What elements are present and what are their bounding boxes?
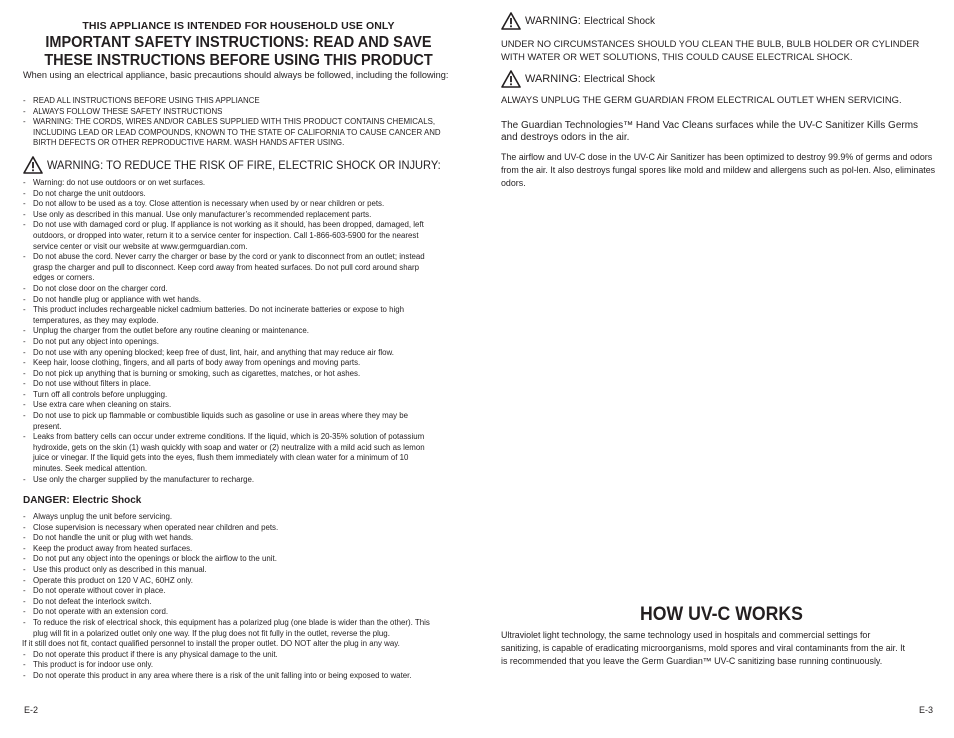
list-item: - Do not handle plug or appliance with wet hands.	[23, 295, 435, 306]
list-item: - Close supervision is necessary when operated near children and pets.	[23, 523, 439, 534]
list-item: - Keep hair, loose clothing, fingers, and all parts of body away from openings and moving parts.	[23, 358, 435, 369]
how-uvc-works-title: HOW UV-C WORKS	[640, 604, 803, 625]
warning-1-text: UNDER NO CIRCUMSTANCES SHOULD YOU CLEAN THE BULB, BULB HOLDER OR CYLINDER WITH WATER OR WET SOLUTIONS, THIS COULD CAUSE ELECTRICAL SHOCK.	[501, 38, 920, 62]
list-item: - Do not use with damaged cord or plug. If appliance is not working as it should, has been dropped, damaged, left outdoors, or dropped into water, return it to a service center for inspection. Call 1-866-603-5900 for the nearest service center or visit our website at www.germguardian.com.	[23, 220, 435, 252]
page-number: E-2	[24, 705, 39, 715]
main-title-line-1: IMPORTANT SAFETY INSTRUCTIONS: READ AND SAVE	[45, 34, 432, 51]
list-item: - Do not abuse the cord. Never carry the charger or base by the cord or yank to disconnect from an outlet; instead grasp the charger and pull to disconnect. Keep cord away from heated surfaces. Do not pull cord around sharp edges or corners.	[23, 252, 435, 284]
page-number: E-3	[919, 705, 934, 715]
list-item: - Do not use with any opening blocked; keep free of dust, lint, hair, and anything that may reduce air flow.	[23, 348, 435, 359]
danger-list	[23, 512, 439, 682]
danger-heading: DANGER: Electric Shock	[23, 495, 142, 506]
list-item: - Do not operate without cover in place.	[23, 586, 439, 597]
warning-triangle-icon	[501, 70, 521, 88]
warning-triangle-icon	[23, 156, 43, 174]
fire-warning-header	[23, 156, 463, 174]
list-item: - Use this product only as described in this manual.	[23, 565, 439, 576]
list-item: - Do not put any object into openings.	[23, 337, 435, 348]
warning-label: WARNING:	[525, 73, 581, 85]
list-item: - To reduce the risk of electrical shock, this equipment has a polarized plug (one blade is wider than the other). This plug will fit in a polarized outlet only one way. If the plug does not fit fully in the outlet, reverse the plug.	[23, 618, 439, 639]
list-item: - Always unplug the unit before servicing.	[23, 512, 439, 523]
list-item: - Turn off all controls before unplugging.	[23, 390, 435, 401]
warning-label: WARNING:	[525, 15, 581, 27]
list-item: - This product includes rechargeable nickel cadmium batteries. Do not incinerate batteries or expose to high temperatures, as they may explode.	[23, 305, 435, 326]
guardian-body: The airflow and UV-C dose in the UV-C Air Sanitizer has been optimized to destroy 99.9% of germs and odors from the air. It also destroys fungal spores like mold and mildew and allergens such as pol-len. Also, eliminates odors.	[501, 152, 936, 188]
list-item: - Do not operate this product in any area where there is a risk of the unit falling into or being exposed to water.	[23, 671, 439, 682]
list-item: - Unplug the charger from the outlet before any routine cleaning or maintenance.	[23, 326, 435, 337]
list-item: If it still does not fit, contact qualified personnel to install the proper outlet. DO NOT alter the plug in any way.	[22, 639, 400, 649]
list-item: - Leaks from battery cells can occur under extreme conditions. If the liquid, which is 20-35% solution of potassium hydroxide, gets on the skin (1) wash quickly with soap and water or (2) neutralize with a mild acid such as lemon juice or vinegar. If the liquid gets into the eyes, flush them immediately with clean water for a minimum of 10 minutes. Seek medical attention.	[23, 432, 435, 474]
list-item: - Do not pick up anything that is burning or smoking, such as cigarettes, matches, or hot ashes.	[23, 369, 435, 380]
fire-warning-heading: WARNING: TO REDUCE THE RISK OF FIRE, ELECTRIC SHOCK OR INJURY:	[47, 158, 441, 172]
list-item: - Do not charge the unit outdoors.	[23, 189, 435, 200]
electrical-shock-warning-2	[501, 70, 655, 88]
warning-triangle-icon	[501, 12, 521, 30]
list-item: - Warning: do not use outdoors or on wet surfaces.	[23, 178, 435, 189]
list-item: - ALWAYS FOLLOW THESE SAFETY INSTRUCTIONS	[23, 107, 455, 118]
list-item: - This product is for indoor use only.	[23, 660, 439, 671]
list-item: - Do not handle the unit or plug with wet hands.	[23, 533, 439, 544]
right-page	[477, 0, 954, 738]
list-item: - Do not operate this product if there is any physical damage to the unit.	[23, 650, 439, 661]
list-item: - Do not use to pick up flammable or combustible liquids such as gasoline or use in areas where they may be present.	[23, 411, 435, 432]
electrical-shock-warning-1	[501, 12, 655, 30]
fire-warning-list	[23, 178, 435, 485]
general-instructions-list	[23, 96, 455, 149]
how-uvc-works-body: Ultraviolet light technology, the same technology used in hospitals and commercial settings for sanitizing, is capable of eradicating microorganisms, mold spores and viral contaminants from the air. It is recommended that you leave the Germ Guardian™ UV-C sanitizing base running continuously.	[501, 630, 905, 666]
list-item: - Use extra care when cleaning on stairs.	[23, 400, 435, 411]
warning-heading	[525, 15, 655, 27]
warning-type: Electrical Shock	[583, 16, 656, 27]
warning-type: Electrical Shock	[583, 74, 656, 85]
list-item: - READ ALL INSTRUCTIONS BEFORE USING THIS APPLIANCE	[23, 96, 455, 107]
guardian-heading: The Guardian Technologies™ Hand Vac Cleans surfaces while the UV-C Sanitizer Kills Germs and destroys odors in the air.	[501, 120, 919, 144]
list-item: - WARNING: THE CORDS, WIRES AND/OR CABLES SUPPLIED WITH THIS PRODUCT CONTAINS CHEMICALS, INCLUDING LEAD OR LEAD COMPOUNDS, KNOWN TO THE STATE OF CALIFORNIA TO CAUSE CANCER AND BIRTH DEFECTS OR OTHER REPRODUCTIVE HARM. WASH HANDS AFTER USING.	[23, 117, 455, 149]
warning-2-text: ALWAYS UNPLUG THE GERM GUARDIAN FROM ELECTRICAL OUTLET WHEN SERVICING.	[501, 94, 902, 105]
list-item: - Do not put any object into the openings or block the airflow to the unit.	[23, 554, 439, 565]
warning-heading	[525, 73, 655, 85]
list-item: - Do not operate with an extension cord.	[23, 607, 439, 618]
list-item: - Do not allow to be used as a toy. Close attention is necessary when used by or near children or pets.	[23, 199, 435, 210]
main-title-line-2: THESE INSTRUCTIONS BEFORE USING THIS PRODUCT	[44, 52, 433, 69]
main-title	[35, 34, 441, 70]
list-item: - Use only the charger supplied by the manufacturer to recharge.	[23, 475, 435, 486]
list-item: - Do not defeat the interlock switch.	[23, 597, 439, 608]
list-item: - Do not use without filters in place.	[23, 379, 435, 390]
list-item: - Keep the product away from heated surfaces.	[23, 544, 439, 555]
list-item: - Do not close door on the charger cord.	[23, 284, 435, 295]
list-item: - Use only as described in this manual. Use only manufacturer’s recommended replacement parts.	[23, 210, 435, 221]
list-item: - Operate this product on 120 V AC, 60HZ only.	[23, 576, 439, 587]
household-use-notice: THIS APPLIANCE IS INTENDED FOR HOUSEHOLD USE ONLY	[82, 20, 395, 32]
intro-text: When using an electrical appliance, basic precautions should always be followed, including the following:	[23, 70, 449, 80]
